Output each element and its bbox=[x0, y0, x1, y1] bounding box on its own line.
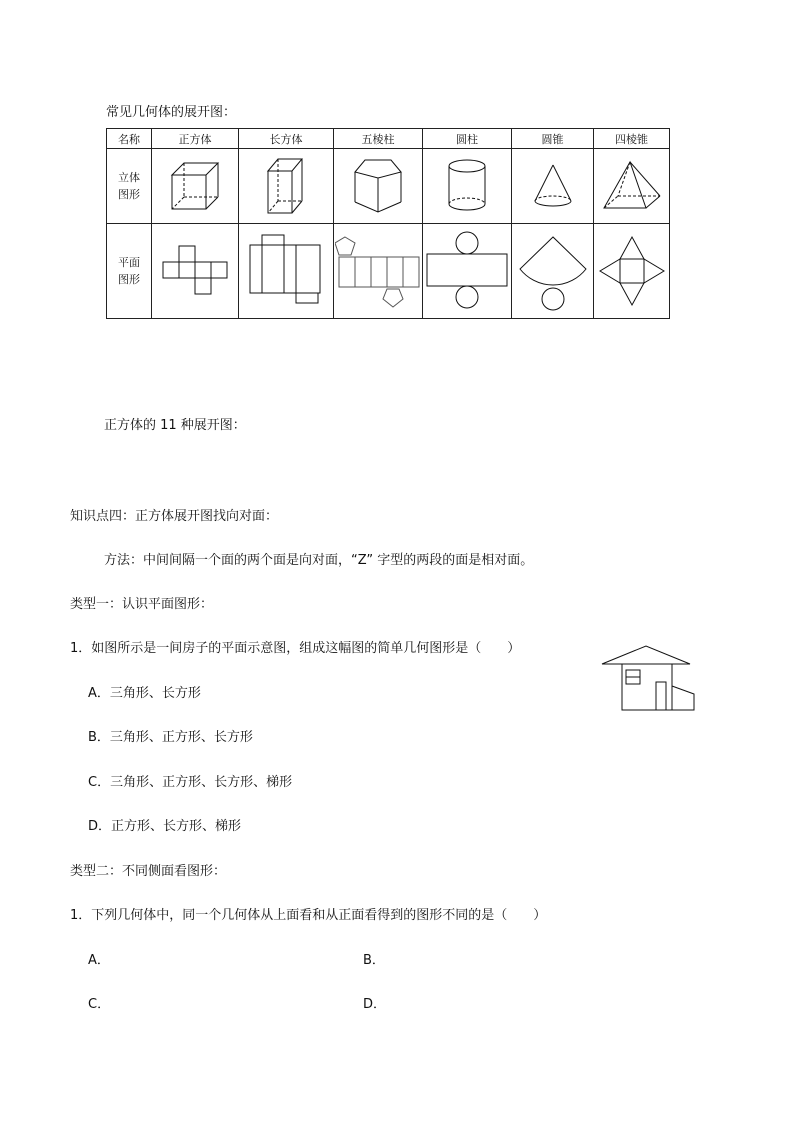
cuboid-net-figure bbox=[248, 233, 324, 309]
pentagonal-prism-net-figure bbox=[335, 233, 421, 309]
type2-option-b[interactable]: B． bbox=[363, 953, 385, 968]
header-cylinder: 圆柱 bbox=[423, 129, 512, 149]
square-pyramid-solid-figure bbox=[600, 158, 664, 214]
header-cuboid: 长方体 bbox=[239, 129, 334, 149]
type2-option-c[interactable]: C． bbox=[88, 997, 111, 1012]
pentagonal-prism-solid-figure bbox=[351, 156, 405, 216]
cube-solid-figure bbox=[168, 157, 222, 215]
knowledge-point-heading: 知识点四：正方体展开图找向对面： bbox=[70, 509, 279, 524]
square-pyramid-net-figure bbox=[598, 231, 666, 311]
cube-net-figure bbox=[162, 245, 228, 297]
header-pentagonal-prism: 五棱柱 bbox=[334, 129, 423, 149]
header-cone: 圆锥 bbox=[512, 129, 594, 149]
type1-heading: 类型一：认识平面图形： bbox=[70, 597, 214, 612]
header-cube: 正方体 bbox=[152, 129, 239, 149]
header-square-pyramid: 四棱锥 bbox=[594, 129, 670, 149]
type1-option-c[interactable]: C．三角形、正方形、长方形、梯形 bbox=[88, 775, 293, 790]
cylinder-solid-figure bbox=[445, 156, 489, 216]
table-row-solid bbox=[107, 149, 670, 224]
row-label-solid: 立体 图形 bbox=[107, 149, 152, 224]
row-label-net: 平面 图形 bbox=[107, 224, 152, 319]
type1-option-d[interactable]: D．正方形、长方形、梯形 bbox=[88, 819, 242, 834]
cone-net-figure bbox=[515, 229, 591, 313]
table-row-net bbox=[107, 224, 670, 319]
geometry-nets-table bbox=[106, 128, 670, 319]
type2-question: 1．下列几何体中，同一个几何体从上面看和从正面看得到的图形不同的是（ ） bbox=[70, 908, 547, 923]
type1-question: 1．如图所示是一间房子的平面示意图，组成这幅图的简单几何图形是（ ） bbox=[70, 641, 521, 656]
type2-heading: 类型二：不同侧面看图形： bbox=[70, 864, 227, 879]
intro-title: 常见几何体的展开图： bbox=[106, 105, 237, 120]
cube-nets-title: 正方体的 11 种展开图： bbox=[104, 418, 246, 433]
cone-solid-figure bbox=[531, 159, 575, 213]
type1-option-a[interactable]: A．三角形、长方形 bbox=[88, 686, 201, 701]
header-name: 名称 bbox=[107, 129, 152, 149]
type1-option-b[interactable]: B．三角形、正方形、长方形 bbox=[88, 730, 253, 745]
cylinder-net-figure bbox=[425, 231, 509, 311]
cuboid-solid-figure bbox=[264, 155, 308, 217]
type2-option-d[interactable]: D． bbox=[363, 997, 387, 1012]
house-diagram bbox=[600, 644, 696, 712]
type2-option-a[interactable]: A． bbox=[88, 953, 110, 968]
method-text: 方法：中间间隔一个面的两个面是向对面，“Z” 字型的两段的面是相对面。 bbox=[104, 553, 534, 568]
table-header-row bbox=[107, 129, 670, 149]
